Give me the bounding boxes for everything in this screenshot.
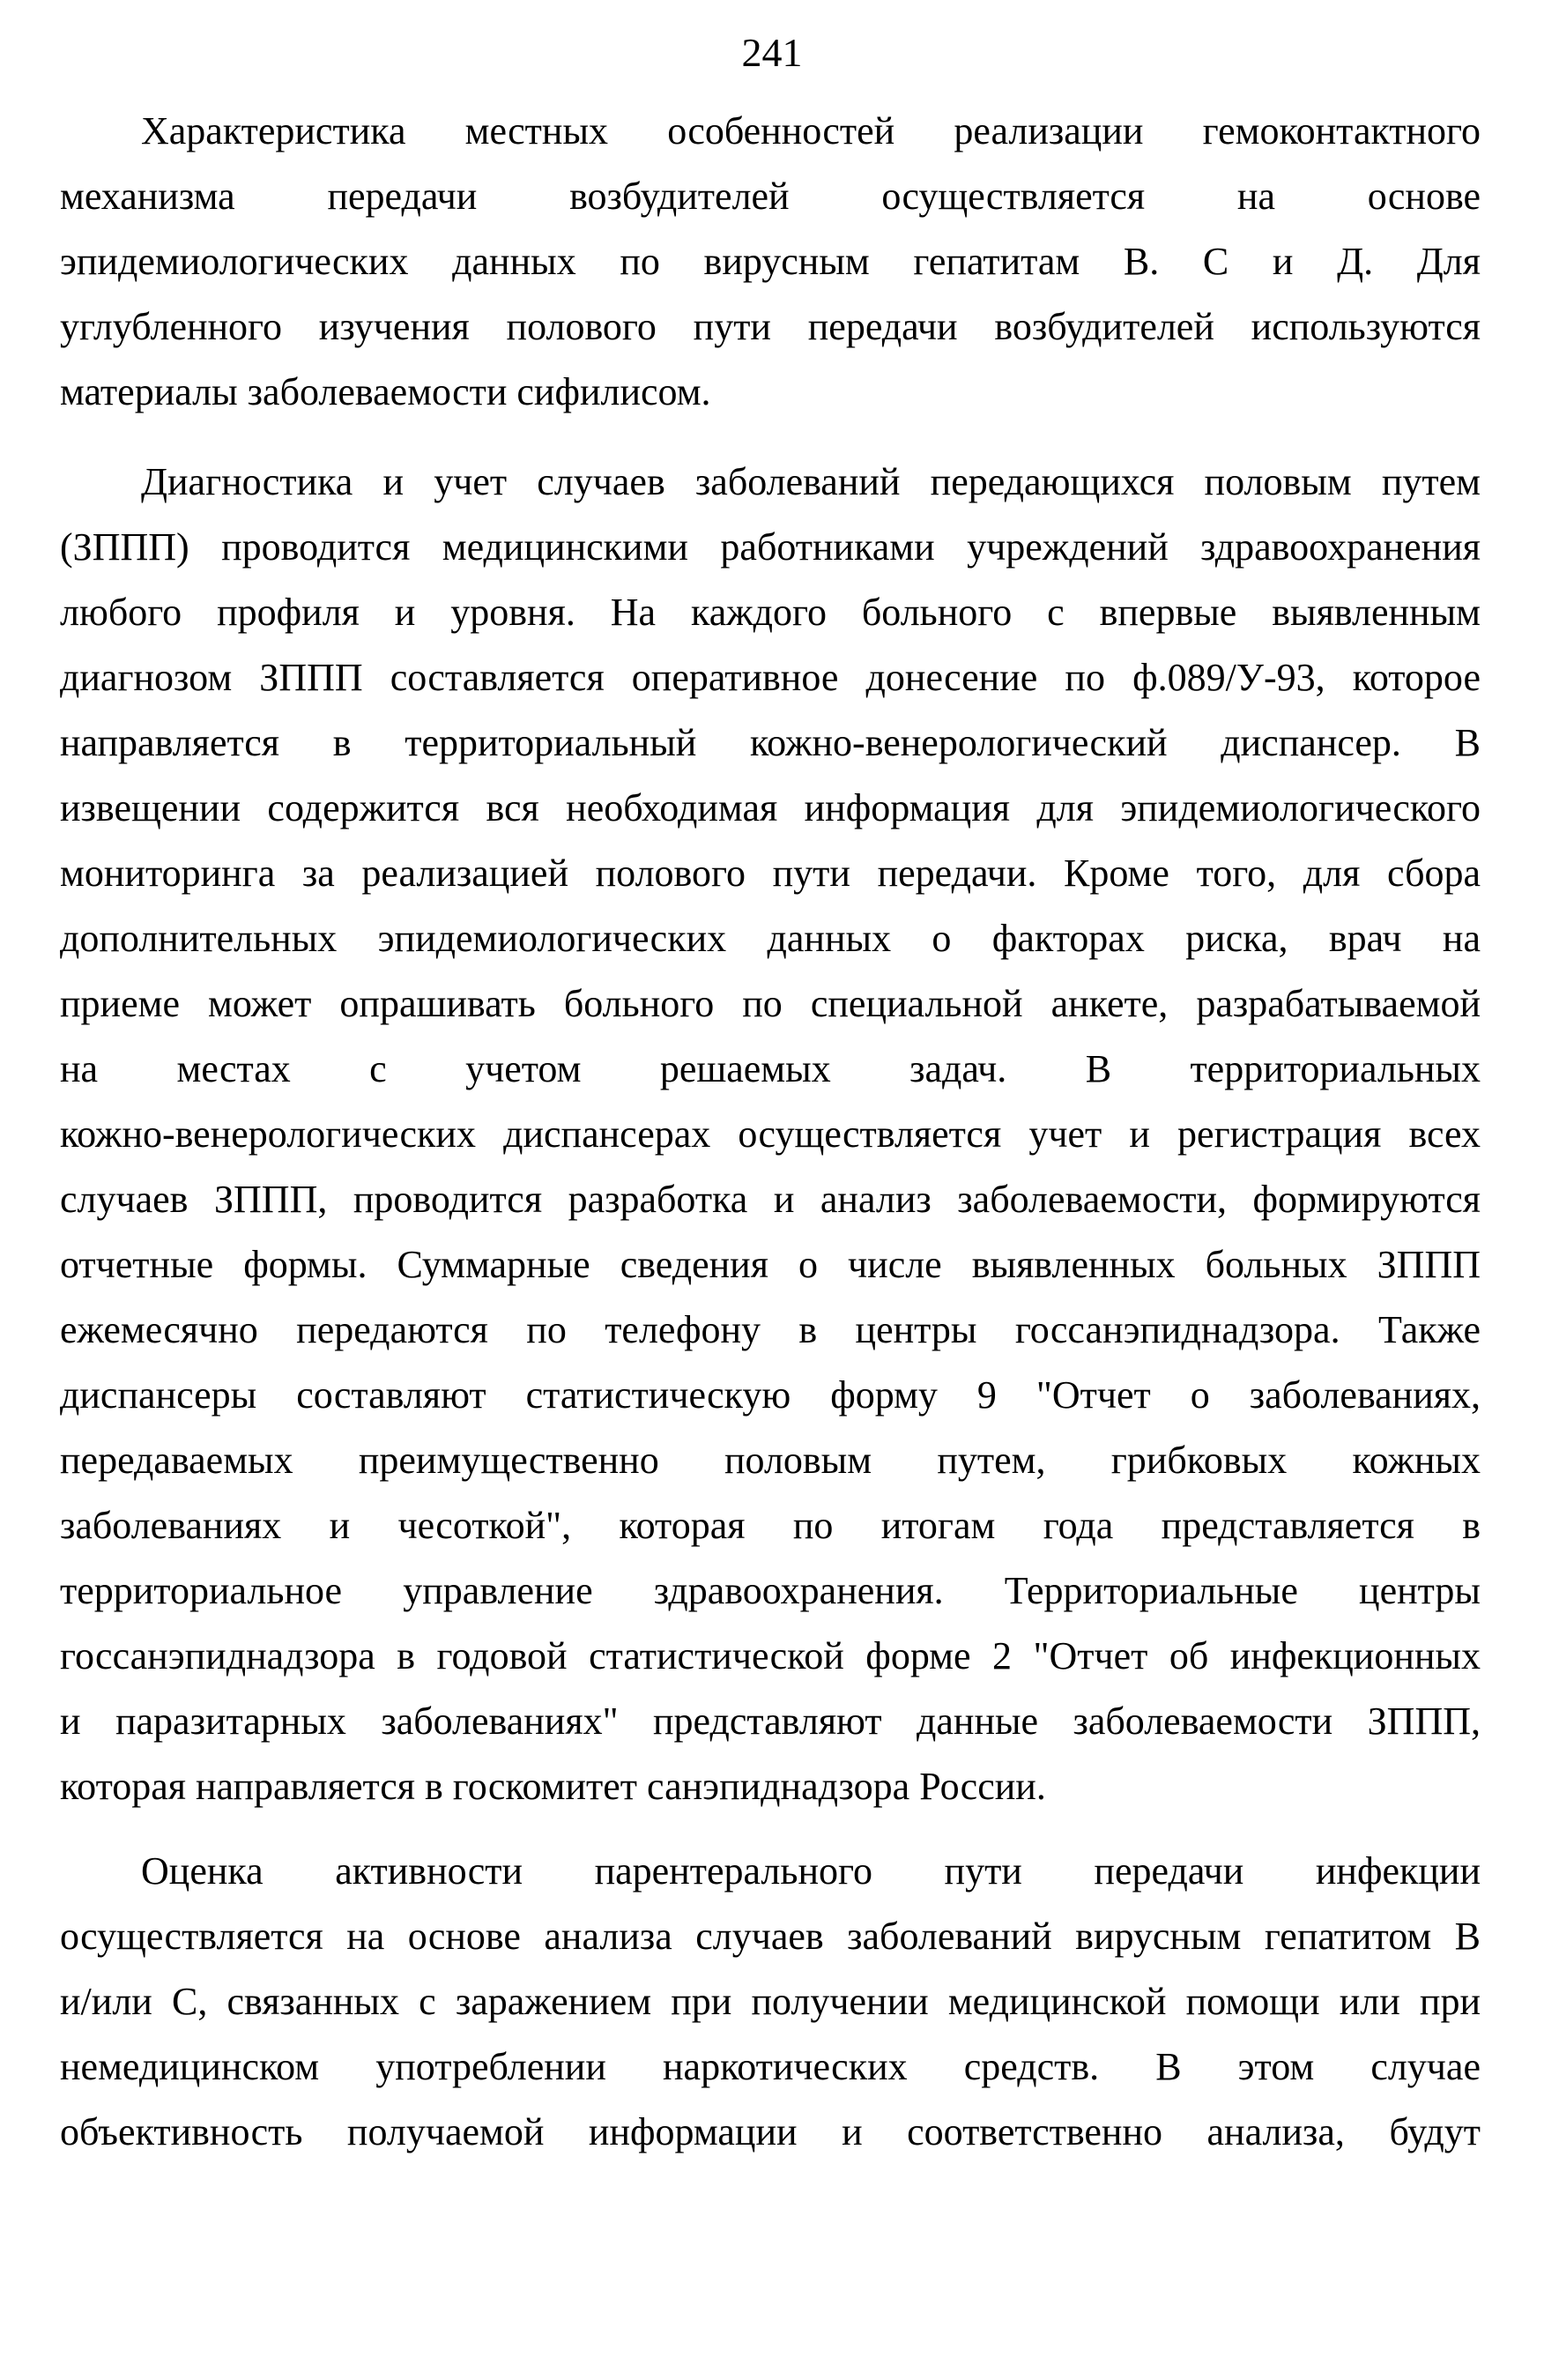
text-line: заболеваниях и чесоткой", которая по итогам года представляется в — [60, 1504, 1481, 1547]
text-line: направляется в территориальный кожно-венерологический диспансер. В — [60, 721, 1481, 764]
text-line: (ЗППП) проводится медицинскими работниками учреждений здравоохранения — [60, 525, 1481, 569]
body-text — [60, 99, 1481, 2184]
text-line: любого профиля и уровня. На каждого больного с впервые выявленным — [60, 591, 1481, 634]
text-line: госсанэпиднадзора в годовой статистической форме 2 "Отчет об инфекционных — [60, 1634, 1481, 1677]
text-line: случаев ЗППП, проводится разработка и анализ заболеваемости, формируются — [60, 1178, 1481, 1221]
text-line: ежемесячно передаются по телефону в центры госсанэпиднадзора. Также — [60, 1308, 1481, 1351]
text-line: и паразитарных заболеваниях" представляют данные заболеваемости ЗППП, — [60, 1699, 1481, 1743]
text-line: механизма передачи возбудителей осуществляется на основе — [60, 175, 1481, 218]
text-line: эпидемиологических данных по вирусным гепатитам В. С и Д. Для — [60, 240, 1481, 283]
text-line: кожно-венерологических диспансерах осуществляется учет и регистрация всех — [60, 1112, 1481, 1156]
page-number: 241 — [741, 30, 803, 75]
text-line: немедицинском употреблении наркотических средств. В этом случае — [60, 2045, 1481, 2088]
paragraph-1 — [60, 99, 1481, 425]
text-line: диагнозом ЗППП составляется оперативное донесение по ф.089/У-93, которое — [60, 656, 1481, 699]
text-line: Диагностика и учет случаев заболеваний передающихся половым путем — [141, 460, 1481, 503]
text-line: мониторинга за реализацией полового пути передачи. Кроме того, для сбора — [60, 852, 1481, 895]
text-line: которая направляется в госкомитет санэпиднадзора России. — [60, 1765, 1046, 1808]
text-line: на местах с учетом решаемых задач. В территориальных — [60, 1047, 1481, 1090]
text-line: территориальное управление здравоохранения. Территориальные центры — [60, 1569, 1481, 1612]
text-line: и/или С, связанных с заражением при получении медицинской помощи или при — [60, 1980, 1481, 2023]
text-line: дополнительных эпидемиологических данных о факторах риска, врач на — [60, 917, 1481, 960]
text-line: осуществляется на основе анализа случаев заболеваний вирусным гепатитом В — [60, 1915, 1481, 1958]
text-line: диспансеры составляют статистическую форму 9 "Отчет о заболеваниях, — [60, 1373, 1481, 1417]
text-line: извещении содержится вся необходимая информация для эпидемиологического — [60, 786, 1481, 829]
text-line: углубленного изучения полового пути передачи возбудителей используются — [60, 305, 1481, 348]
text-line: отчетные формы. Суммарные сведения о числе выявленных больных ЗППП — [60, 1243, 1481, 1286]
text-line: приеме может опрашивать больного по специальной анкете, разрабатываемой — [60, 982, 1481, 1025]
text-line: Характеристика местных особенностей реализации гемоконтактного — [141, 109, 1481, 152]
text-line: объективность получаемой информации и соответственно анализа, будут — [60, 2110, 1481, 2153]
paragraph-3 — [60, 1839, 1481, 2165]
paragraph-2 — [60, 450, 1481, 1819]
text-line: передаваемых преимущественно половым путем, грибковых кожных — [60, 1439, 1481, 1482]
text-line: Оценка активности парентерального пути передачи инфекции — [141, 1849, 1481, 1893]
text-line: материалы заболеваемости сифилисом. — [60, 370, 711, 413]
